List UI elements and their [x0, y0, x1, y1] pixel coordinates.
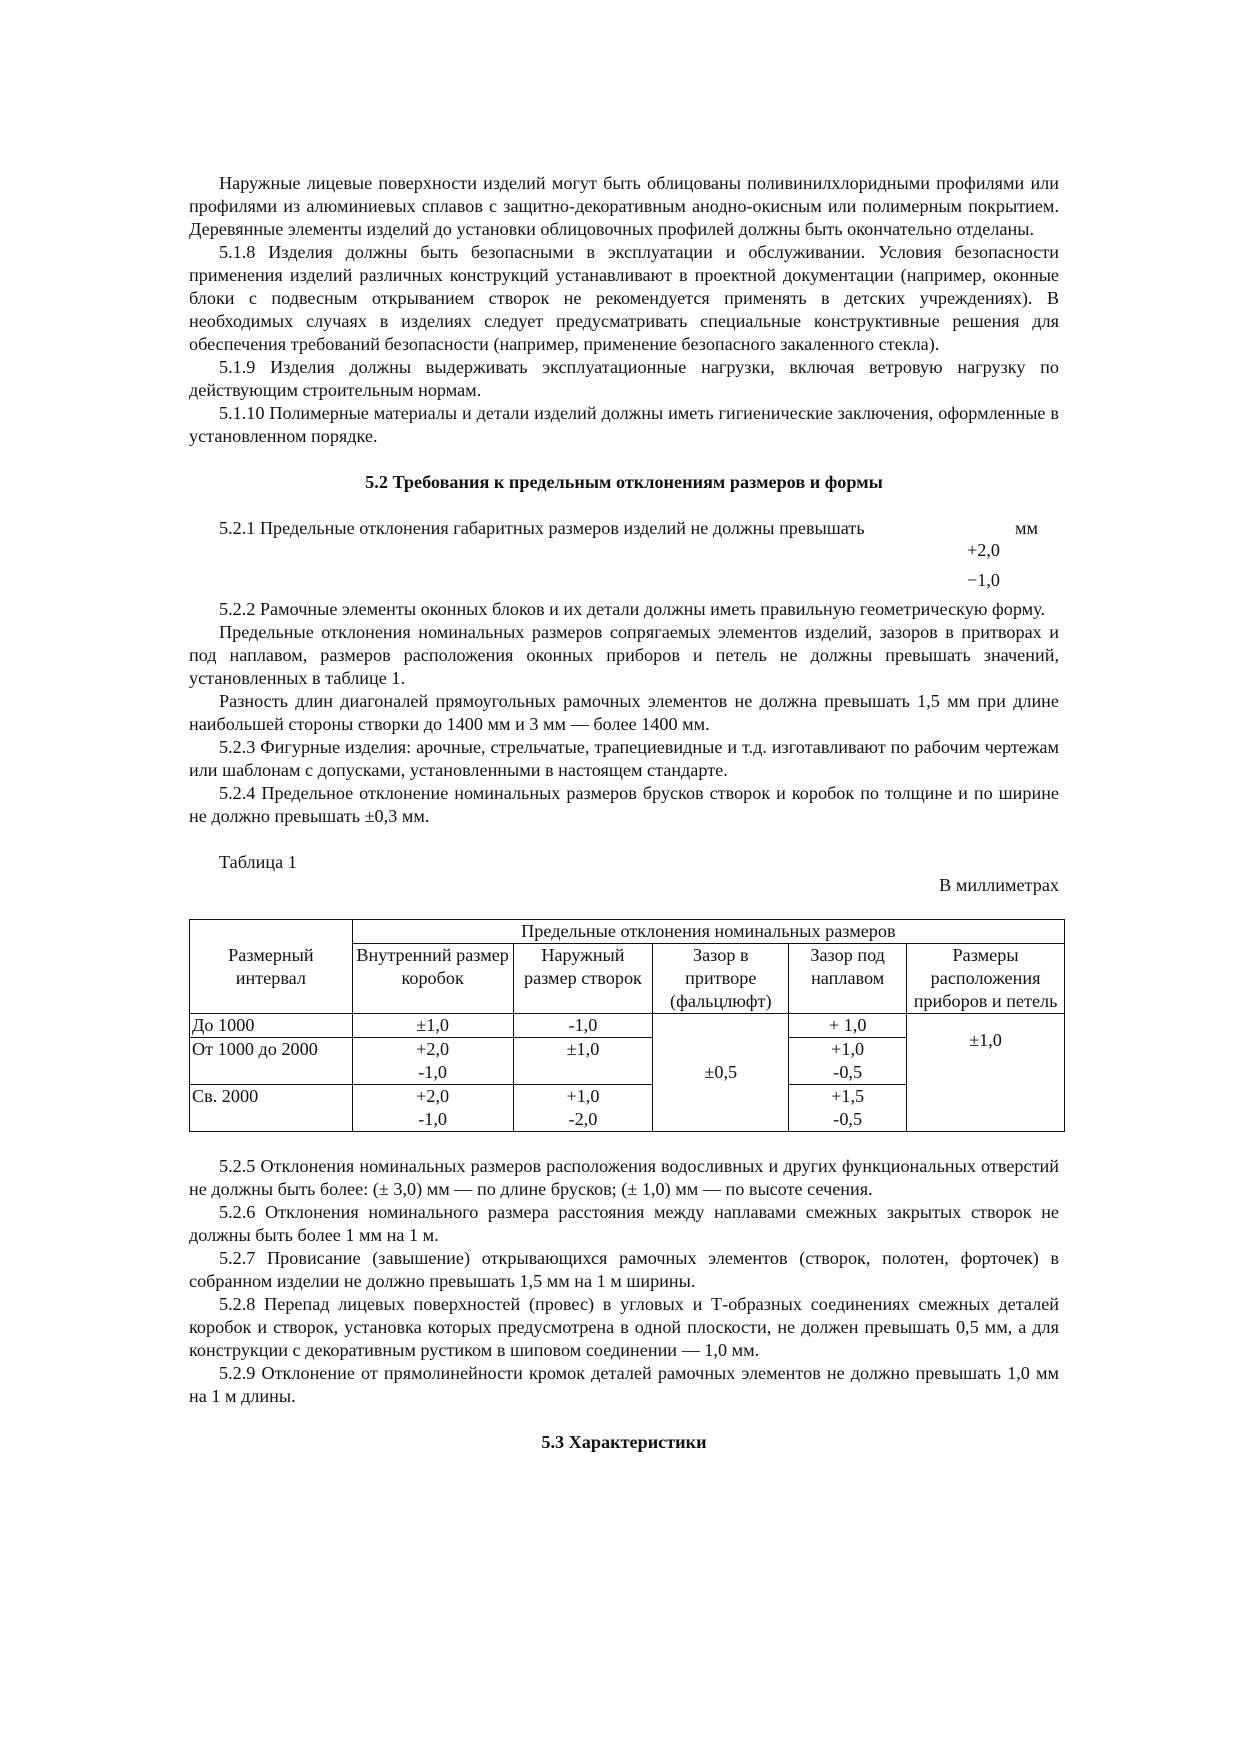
- section-5-2-heading: 5.2 Требования к предельным отклонениям размеров и формы: [365, 472, 883, 492]
- header-overlap-gap: Зазор под наплавом: [789, 944, 907, 1014]
- cell-inner: ±1,0: [352, 1014, 513, 1038]
- paragraph-5-1-9: 5.1.9 Изделия должны выдерживать эксплуатационные нагрузки, включая ветровую нагрузку по действующим строительным нормам.: [189, 357, 1059, 400]
- header-outer-sash: Наружный размер створок: [513, 944, 653, 1014]
- cell-interval: До 1000: [190, 1014, 353, 1038]
- p521-unit: мм: [1015, 518, 1039, 538]
- table-caption: Таблица 1: [219, 852, 297, 872]
- cell-inner: +2,0 -1,0: [352, 1085, 513, 1132]
- section-5-3-heading: 5.3 Характеристики: [541, 1432, 707, 1452]
- header-group: Предельные отклонения номинальных размеров: [352, 920, 1064, 944]
- cell-outer: +1,0 -2,0: [513, 1085, 653, 1132]
- cell-outer: ±1,0: [513, 1038, 653, 1085]
- header-inner-box: Внутренний размер коробок: [352, 944, 513, 1014]
- cell-interval: Св. 2000: [190, 1085, 353, 1132]
- paragraph-5-2-5: 5.2.5 Отклонения номинальных размеров расположения водосливных и других функциональных отверстий не должны быть более: (± 3,0) мм — по длине брусков; (± 1,0) мм — по высоте сечения.: [189, 1156, 1059, 1199]
- paragraph-5-2-1: [189, 517, 1059, 598]
- paragraph-diagonals: Разность длин диагоналей прямоугольных рамочных элементов не должна превышать 1,5 мм при длине наибольшей стороны створки до 1400 мм и 3 мм — более 1400 мм.: [189, 691, 1059, 734]
- p521-text: 5.2.1 Предельные отклонения габаритных размеров изделий не должны превышать: [219, 518, 865, 538]
- p521-minus-tolerance: −1,0: [967, 570, 1000, 590]
- paragraph-limit-deviations: Предельные отклонения номинальных размеров сопрягаемых элементов изделий, зазоров в притворах и под наплавом, размеров расположения оконных приборов и петель не должны превышать значений, установленных в таблице 1.: [189, 622, 1059, 688]
- cell-interval: От 1000 до 2000: [190, 1038, 353, 1085]
- paragraph-5-2-7: 5.2.7 Провисание (завышение) открывающихся рамочных элементов (створок, полотен, форточек) в собранном изделии не должно превышать 1,5 мм на 1 м ширины.: [189, 1248, 1059, 1291]
- cell-fittings-all: ±1,0: [907, 1014, 1065, 1132]
- paragraph-5-2-3: 5.2.3 Фигурные изделия: арочные, стрельчатые, трапециевидные и т.д. изготавливают по рабочим чертежам или шаблонам с допусками, установленными в настоящем стандарте.: [189, 737, 1059, 780]
- cell-rebate-all: ±0,5: [653, 1014, 789, 1132]
- cell-overlap: +1,5 -0,5: [789, 1085, 907, 1132]
- paragraph-5-2-6: 5.2.6 Отклонения номинального размера расстояния между наплавами смежных закрытых створок не должны быть более 1 мм на 1 м.: [189, 1202, 1059, 1245]
- paragraph-5-1-8: 5.1.8 Изделия должны быть безопасными в эксплуатации и обслуживании. Условия безопасности применения изделий различных конструкций устанавливают в проектной документации (например, оконные блоки с подвесным открыванием створок не рекомендуется применять в детских учреждениях). В необходимых случаях в изделиях следует предусматривать специальные конструктивные решения для обеспечения требований безопасности (например, применение безопасного закаленного стекла).: [189, 242, 1059, 354]
- header-fittings: Размеры расположения приборов и петель: [907, 944, 1065, 1014]
- paragraph-5-2-9: 5.2.9 Отклонение от прямолинейности кромок деталей рамочных элементов не должно превышать 1,0 мм на 1 м длины.: [189, 1363, 1059, 1406]
- cell-overlap: + 1,0: [789, 1014, 907, 1038]
- header-rebate-gap: Зазор в притворе (фальцлюфт): [653, 944, 789, 1014]
- header-size-interval: Размерный интервал: [190, 920, 353, 1014]
- paragraph-facing-surfaces: Наружные лицевые поверхности изделий могут быть облицованы поливинилхлоридными профилями или профилями из алюминиевых сплавов с защитно-декоративным анодно-окисным или полимерным покрытием. Деревянные элементы изделий до установки облицовочных профилей должны быть окончательно отделаны.: [189, 173, 1059, 239]
- cell-inner: +2,0 -1,0: [352, 1038, 513, 1085]
- table-row: [190, 1014, 1065, 1038]
- paragraph-5-2-2: 5.2.2 Рамочные элементы оконных блоков и их детали должны иметь правильную геометрическую форму.: [219, 599, 1045, 619]
- paragraph-5-2-4: 5.2.4 Предельное отклонение номинальных размеров брусков створок и коробок по толщине и по ширине не должно превышать ±0,3 мм.: [189, 783, 1059, 826]
- p521-plus-tolerance: +2,0: [967, 540, 1000, 560]
- paragraph-5-2-8: 5.2.8 Перепад лицевых поверхностей (провес) в угловых и Т-образных соединениях смежных деталей коробок и створок, установка которых предусмотрена в одной плоскости, не должен превышать 0,5 мм, а для конструкции с декоративным рустиком в шиповом соединении — 1,0 мм.: [189, 1294, 1059, 1360]
- table-units: В миллиметрах: [939, 875, 1059, 895]
- cell-outer: -1,0: [513, 1014, 653, 1038]
- cell-overlap: +1,0 -0,5: [789, 1038, 907, 1085]
- deviations-table: [189, 919, 1065, 1132]
- paragraph-5-1-10: 5.1.10 Полимерные материалы и детали изделий должны иметь гигиенические заключения, оформленные в установленном порядке.: [189, 403, 1059, 446]
- document-page: [189, 172, 1059, 1454]
